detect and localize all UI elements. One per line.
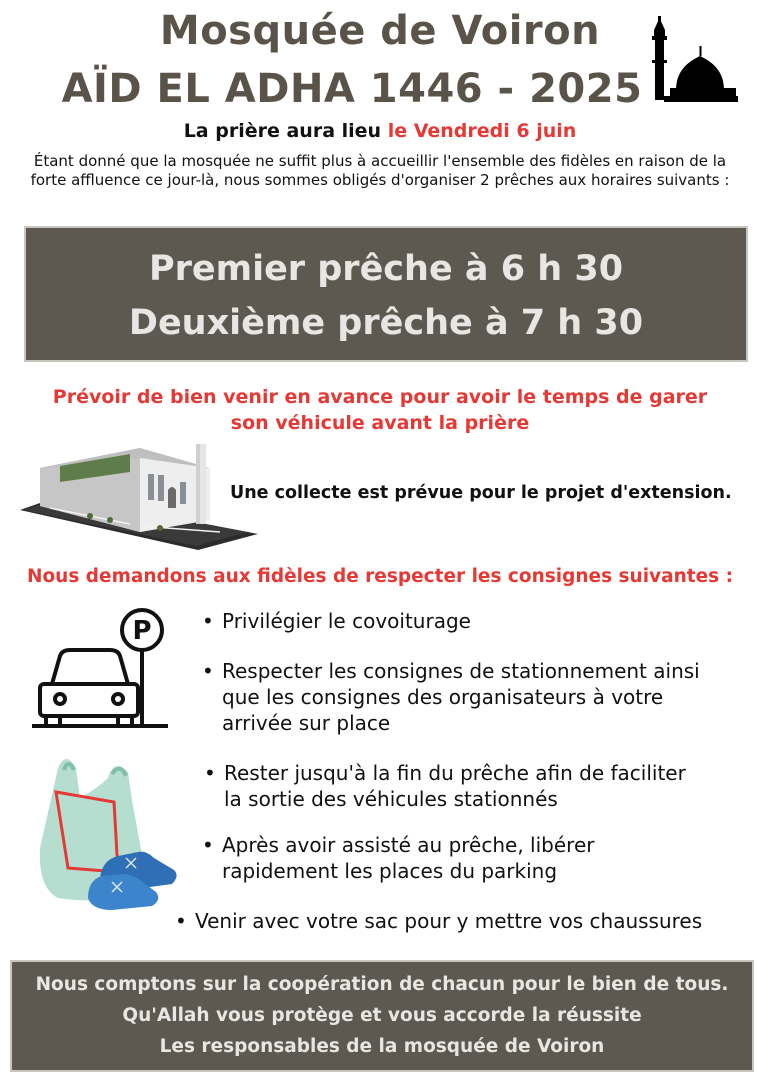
intro-text: Étant donné que la mosquée ne suffit plus à accueillir l'ensemble des fidèles en raison de la forte affluence ce jour-là, nous sommes obligés d'organiser 2 prêches aux horaires suivants : <box>30 152 730 189</box>
footer-signature: Les responsables de la mosquée de Voiron <box>159 1036 605 1057</box>
footer-line2: Qu'Allah vous protège et vous accorde la réussite <box>122 1005 642 1026</box>
instruction-item-free-spots <box>202 832 742 884</box>
bag-and-shoes-icon <box>28 748 188 916</box>
bullet-dot: • <box>204 761 216 785</box>
page-title: Mosquée de Voiron <box>159 8 601 54</box>
schedule-banner <box>24 226 748 362</box>
collection-notice: Une collecte est prévue pour le projet d'extension. <box>230 483 732 503</box>
prayer-date <box>0 120 760 142</box>
event-title: AÏD EL ADHA 1446 - 2025 <box>61 66 643 112</box>
instruction-line: Venir avec votre sac pour y mettre vos chaussures <box>195 909 703 933</box>
bullet-dot: • <box>175 909 187 933</box>
instruction-item-parking <box>202 658 742 736</box>
instruction-item-carpool <box>202 608 742 634</box>
instruction-line: Respecter les consignes de stationnement ainsi <box>222 659 700 683</box>
instruction-line: Privilégier le covoiturage <box>222 609 471 633</box>
instruction-item-stay <box>204 760 744 812</box>
footer-line1: Nous comptons sur la coopération de chacun pour le bien de tous. <box>35 974 729 995</box>
prayer-date-highlight: le Vendredi 6 juin <box>387 120 577 142</box>
bullet-dot: • <box>202 659 214 683</box>
bullet-dot: • <box>202 609 214 633</box>
instruction-line: la sortie des véhicules stationnés <box>224 787 558 811</box>
instruction-line: Rester jusqu'à la fin du prêche afin de faciliter <box>224 761 686 785</box>
svg-text:P: P <box>132 616 152 646</box>
footer-banner <box>10 960 754 1072</box>
arrival-advice-line2: son véhicule avant la prière <box>230 412 530 434</box>
car-parking-icon <box>30 604 180 734</box>
instruction-line: que les consignes des organisateurs à votre <box>222 685 664 709</box>
second-sermon-time: Deuxième prêche à 7 h 30 <box>128 303 644 343</box>
instruction-line: rapidement les places du parking <box>222 859 558 883</box>
instruction-line: Après avoir assisté au prêche, libérer <box>222 833 595 857</box>
bullet-dot: • <box>202 833 214 857</box>
instruction-item-bag <box>175 908 755 934</box>
mosque-icon <box>646 8 738 108</box>
mosque-building-image <box>20 438 260 550</box>
prayer-date-prefix: La prière aura lieu <box>183 120 388 142</box>
arrival-advice-line1: Prévoir de bien venir en avance pour avoir le temps de garer <box>52 386 708 408</box>
arrival-advice <box>20 384 740 436</box>
first-sermon-time: Premier prêche à 6 h 30 <box>148 249 624 289</box>
instructions-heading: Nous demandons aux fidèles de respecter les consignes suivantes : <box>26 566 734 587</box>
instruction-line: arrivée sur place <box>222 711 391 735</box>
